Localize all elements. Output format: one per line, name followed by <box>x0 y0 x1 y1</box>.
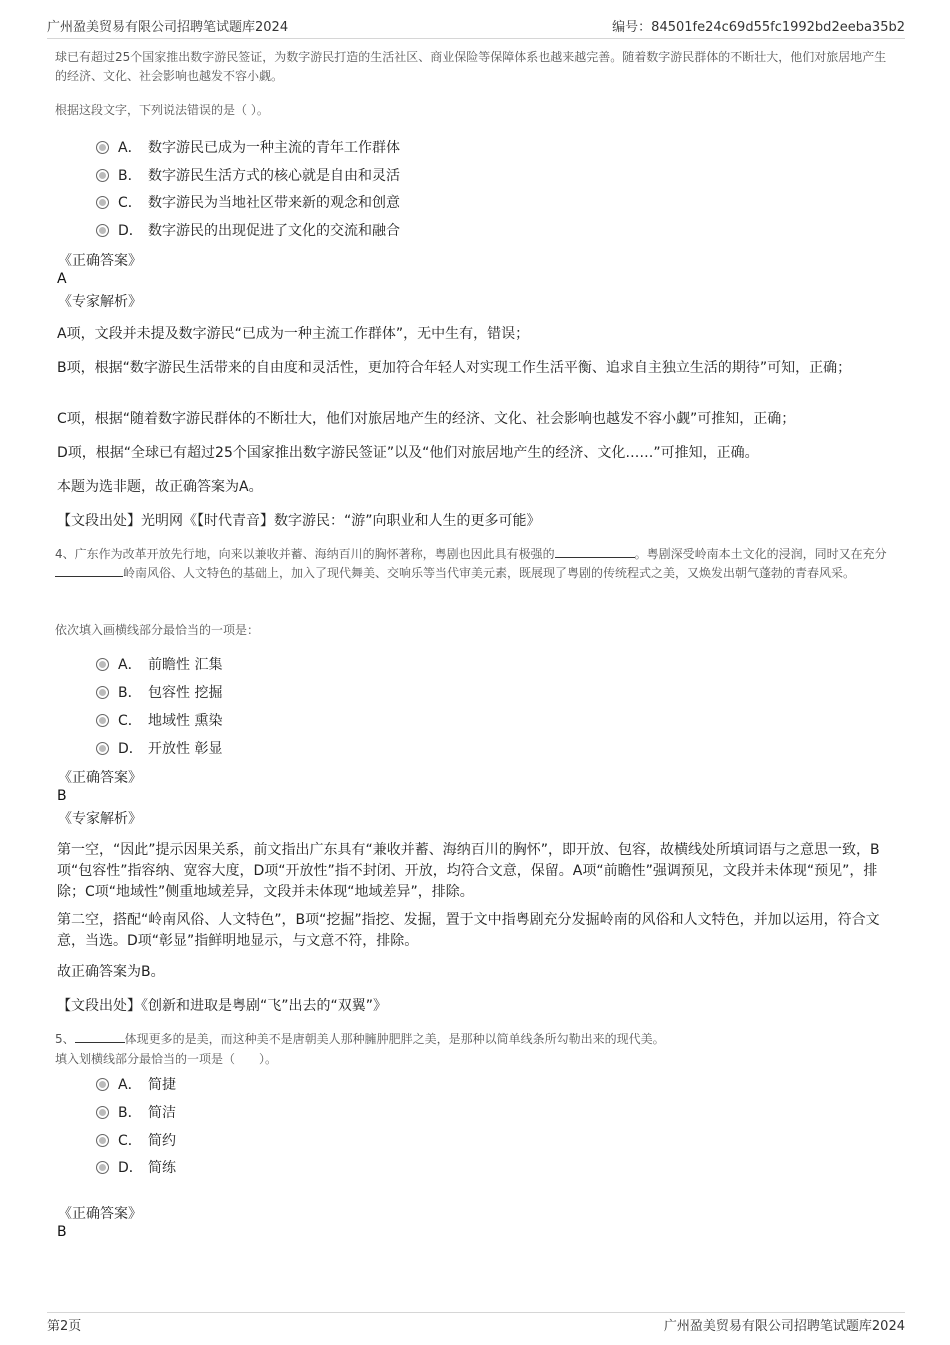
q4-analysis-first-blank: 第一空，“因此”提示因果关系，前文指出广东具有“兼收并蓄、海纳百川的胸怀”，即开放、包容，故横线处所填词语与之意思一致，B项“包容性”指容纳、宽容大度，D项“开放性”指不封闭、开放，均符合文意，保留。A项“前瞻性”强调预见，文段并未体现“预见”，排除；C项“地域性”侧重地域差异，文段并未体现“地域差异”，排除。 <box>57 842 880 900</box>
radio-icon[interactable] <box>96 742 109 755</box>
q4-option-b[interactable]: B． 包容性 挖掘 <box>96 682 222 702</box>
q4-source: 【文段出处】《创新和进取是粤剧“飞”出去的“双翼”》 <box>57 998 388 1014</box>
q4-passage: 4、广东作为改革开放先行地，向来以兼收并蓄、海纳百川的胸怀著称，粤剧也因此具有极强的 。粤剧深受岭南本土文化的浸润，同时又在充分岭南风俗、人文特色的基础上，加入了现代舞美、交响乐等当代审美元素，既展现了粤剧的传统程式之美，又焕发出朝气蓬勃的青春风采。 <box>55 547 887 580</box>
q4-option-c[interactable]: C． 地域性 熏染 <box>96 710 222 730</box>
q5-answer-title: 《正确答案》 <box>58 1206 142 1222</box>
page-header <box>47 14 905 39</box>
q3-analysis-title: 《专家解析》 <box>58 294 142 310</box>
q3-analysis-b: B项，根据“数字游民生活带来的自由度和灵活性，更加符合年轻人对实现工作生活平衡、追求自主独立生活的期待”可知，正确； <box>57 360 852 376</box>
q3-answer: A <box>57 271 67 287</box>
radio-icon[interactable] <box>96 1134 109 1147</box>
radio-icon[interactable] <box>96 169 109 182</box>
q4-answer-title: 《正确答案》 <box>58 770 142 786</box>
q3-option-a[interactable]: A． 数字游民已成为一种主流的青年工作群体 <box>96 137 400 157</box>
radio-icon[interactable] <box>96 1106 109 1119</box>
q3-analysis-c: C项，根据“随着数字游民群体的不断壮大，他们对旅居地产生的经济、文化、社会影响也越发不容小觑”可推知，正确； <box>57 411 796 427</box>
q5-question: 填入划横线部分最恰当的一项是（ ）。 <box>55 1052 278 1066</box>
q3-option-b[interactable]: B． 数字游民生活方式的核心就是自由和灵活 <box>96 165 400 185</box>
q3-option-c[interactable]: C． 数字游民为当地社区带来新的观念和创意 <box>96 192 400 212</box>
radio-icon[interactable] <box>96 224 109 237</box>
q5-answer: B <box>57 1224 67 1240</box>
radio-icon[interactable] <box>96 196 109 209</box>
radio-icon[interactable] <box>96 658 109 671</box>
q4-conclusion: 故正确答案为B。 <box>57 964 165 980</box>
q4-analysis-title: 《专家解析》 <box>58 811 142 827</box>
q3-passage: 球已有超过25个国家推出数字游民签证，为数字游民打造的生活社区、商业保险等保障体系也越来越完善。随着数字游民群体的不断壮大，他们对旅居地产生的经济、文化、社会影响也越发不容小觑。 <box>55 50 887 83</box>
q3-option-d[interactable]: D． 数字游民的出现促进了文化的交流和融合 <box>96 220 400 240</box>
page-number: 第2页 <box>47 1319 82 1334</box>
document-id: 编号：84501fe24c69d55fc1992bd2eeba35b2 <box>612 20 905 35</box>
q5-option-a[interactable]: A． 简捷 <box>96 1074 176 1094</box>
radio-icon[interactable] <box>96 1078 109 1091</box>
radio-icon[interactable] <box>96 686 109 699</box>
q4-analysis-second-blank: 第二空，搭配“岭南风俗、人文特色”，B项“挖掘”指挖、发掘，置于文中指粤剧充分发掘岭南的风俗和人文特色，并加以运用，符合文意，当选。D项“彰显”指鲜明地显示，与文意不符，排除。 <box>57 912 880 949</box>
q3-question: 根据这段文字，下列说法错误的是（ ）。 <box>55 103 269 117</box>
q5-option-b[interactable]: B． 简洁 <box>96 1102 176 1122</box>
radio-icon[interactable] <box>96 141 109 154</box>
q4-blank-1 <box>555 545 635 558</box>
q3-conclusion: 本题为选非题，故正确答案为A。 <box>57 479 263 495</box>
header-title: 广州盈美贸易有限公司招聘笔试题库2024 <box>47 20 289 35</box>
radio-icon[interactable] <box>96 1161 109 1174</box>
q4-answer: B <box>57 788 67 804</box>
q3-source: 【文段出处】光明网《【时代青音】数字游民：“游”向职业和人生的更多可能》 <box>57 513 541 529</box>
q5-blank <box>75 1030 125 1043</box>
page-footer <box>47 1312 905 1337</box>
q4-option-a[interactable]: A． 前瞻性 汇集 <box>96 654 222 674</box>
q3-analysis-d: D项，根据“全球已有超过25个国家推出数字游民签证”以及“他们对旅居地产生的经济、文化……”可推知，正确。 <box>57 445 759 461</box>
q3-answer-title: 《正确答案》 <box>58 253 142 269</box>
footer-title: 广州盈美贸易有限公司招聘笔试题库2024 <box>663 1319 905 1334</box>
q5-option-d[interactable]: D． 简练 <box>96 1157 176 1177</box>
radio-icon[interactable] <box>96 714 109 727</box>
q4-question: 依次填入画横线部分最恰当的一项是： <box>55 623 260 637</box>
q5-option-c[interactable]: C． 简约 <box>96 1130 176 1150</box>
q4-blank-2 <box>55 564 123 577</box>
q3-analysis-a: A项，文段并未提及数字游民“已成为一种主流工作群体”，无中生有，错误； <box>57 326 530 342</box>
q5-passage: 5、 体现更多的是美，而这种美不是唐朝美人那种臃肿肥胖之美，是那种以简单线条所勾勒出来的现代美。 <box>55 1032 665 1046</box>
q4-option-d[interactable]: D． 开放性 彰显 <box>96 738 222 758</box>
